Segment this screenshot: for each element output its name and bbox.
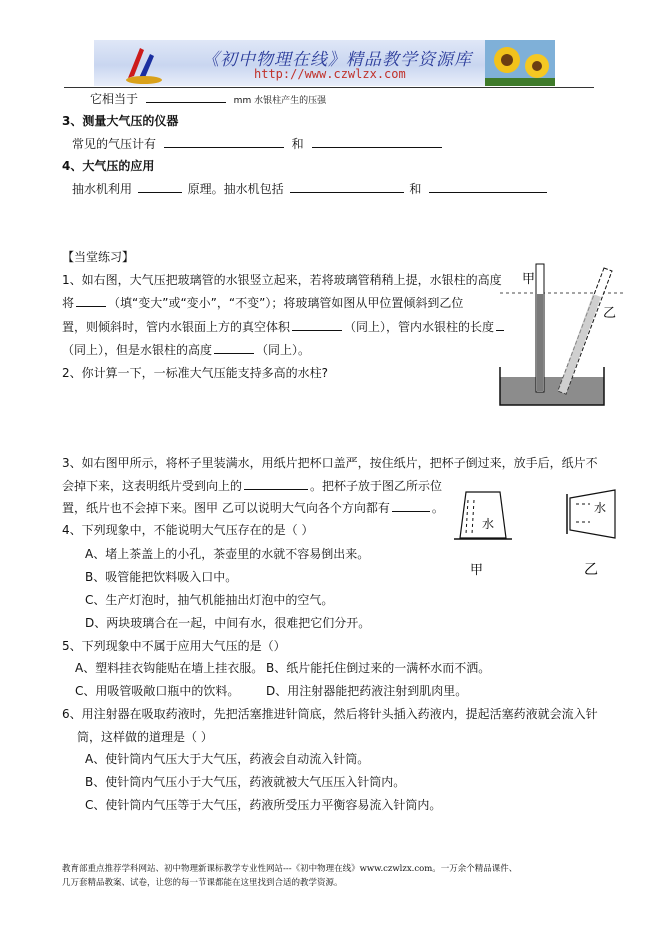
q1-line1: 1、如右图，大气压把玻璃管的水银竖立起来，若将玻璃管稍稍上提，水银柱的高度 bbox=[62, 273, 502, 287]
q5-option-c: C、用吸管吸敞口瓶中的饮料。 bbox=[75, 684, 240, 698]
cup-label-yi: 乙 bbox=[584, 562, 598, 578]
answer-blank[interactable] bbox=[292, 319, 342, 331]
answer-blank[interactable] bbox=[290, 181, 404, 193]
q4-option-b: B、吸管能把饮料吸入口中。 bbox=[85, 570, 238, 584]
q1-line2: 将 （填“变大”或“变小”，“不变”）；将玻璃管如图从甲位置倾斜到乙位 bbox=[62, 296, 464, 310]
q5-option-d: D、用注射器能把药液注射到肌肉里。 bbox=[266, 684, 468, 698]
q5-option-a: A、塑料挂衣钩能贴在墙上挂衣服。 bbox=[75, 661, 264, 675]
answer-blank[interactable] bbox=[392, 500, 430, 512]
footer-line2: 几万套精品教案、试卷，让您的每一节课都能在这里找到合适的教学资源。 bbox=[62, 878, 343, 888]
q3-line1: 3、如右图甲所示，将杯子里装满水，用纸片把杯口盖严，按住纸片，把杯子倒过来，放手后，纸片不 bbox=[62, 456, 598, 470]
q2-text: 2、你计算一下，一标准大气压能支持多高的水柱? bbox=[62, 366, 329, 380]
q3-line2: 会掉下来，这表明纸片受到向上的 。把杯子放于图乙所示位 bbox=[62, 479, 443, 493]
q1-line4: （同上），但是水银柱的高度 （同上）。 bbox=[62, 343, 311, 357]
answer-blank[interactable] bbox=[214, 342, 254, 354]
header-banner bbox=[94, 40, 555, 86]
q6-option-a: A、使针筒内气压大于大气压，药液会自动流入针筒。 bbox=[85, 752, 370, 766]
tube-label-jia: 甲 bbox=[522, 272, 536, 287]
footer-line1: 教育部重点推荐学科网站、初中物理新课标教学专业性网站---《初中物理在线》www.czwlzx.com。一万余个精品课件、 bbox=[62, 864, 518, 874]
tube-label-yi: 乙 bbox=[603, 306, 617, 321]
cup-water-label-yi: 水 bbox=[594, 501, 607, 515]
answer-blank[interactable] bbox=[312, 136, 442, 148]
page-footer bbox=[62, 862, 622, 890]
q3-line3: 置，纸片也不会掉下来。图甲 乙可以说明大气向各个方向都有 。 bbox=[62, 501, 444, 515]
q4-option-c: C、生产灯泡时，抽气机能抽出灯泡中的空气。 bbox=[85, 593, 334, 607]
line-barometers: 常见的气压计有 和 bbox=[72, 135, 442, 152]
sunflower-icon bbox=[485, 40, 555, 86]
banner-title: 《初中物理在线》精品教学资源库 bbox=[202, 50, 472, 70]
inverted-cup-figure bbox=[440, 486, 630, 586]
answer-blank[interactable] bbox=[76, 295, 106, 307]
q6-option-b: B、使针筒内气压小于大气压，药液就被大气压压入针筒内。 bbox=[85, 775, 406, 789]
banner-url: http://www.czwlzx.com bbox=[254, 67, 406, 81]
answer-blank[interactable] bbox=[164, 136, 284, 148]
q6-line2: 筒，这样做的道理是（ ） bbox=[77, 730, 213, 744]
q6-option-c: C、使针筒内气压等于大气压，药液所受压力平衡容易流入针筒内。 bbox=[85, 798, 442, 812]
q4-option-a: A、堵上茶盖上的小孔，茶壶里的水就不容易倒出来。 bbox=[85, 547, 370, 561]
section-3-title: 3、测量大气压的仪器 bbox=[62, 114, 179, 128]
answer-blank[interactable] bbox=[244, 478, 308, 490]
torricelli-tube-figure bbox=[496, 262, 626, 412]
q6-line1: 6、用注射器在吸取药液时，先把活塞推进针筒底，然后将针头插入药液内，提起活塞药液就会流入针 bbox=[62, 707, 598, 721]
line-pump: 抽水机利用 原理。抽水机包括 和 bbox=[72, 180, 547, 197]
q5-text: 5、下列现象中不属于应用大气压的是（） bbox=[62, 639, 286, 653]
answer-blank[interactable] bbox=[146, 91, 226, 103]
q5-option-b: B、纸片能托住倒过来的一满杯水而不洒。 bbox=[266, 661, 491, 675]
answer-blank[interactable] bbox=[429, 181, 547, 193]
practice-heading: 【当堂练习】 bbox=[62, 250, 135, 264]
section-4-title: 4、大气压的应用 bbox=[62, 159, 155, 173]
q4-text: 4、下列现象中，不能说明大气压存在的是（ ） bbox=[62, 523, 314, 537]
answer-blank[interactable] bbox=[138, 181, 182, 193]
cup-label-jia: 甲 bbox=[470, 563, 484, 578]
q1-line3: 置，则倾斜时，管内水银面上方的真空体积 （同上），管内水银柱的长度 bbox=[62, 318, 504, 335]
line-mercury-equivalent: 它相当于 mm 水银柱产生的压强 bbox=[90, 92, 327, 106]
site-logo-icon bbox=[114, 40, 174, 86]
q4-option-d: D、两块玻璃合在一起，中间有水，很难把它们分开。 bbox=[85, 616, 371, 630]
cup-water-label-jia: 水 bbox=[482, 517, 495, 531]
header-rule bbox=[64, 87, 594, 88]
